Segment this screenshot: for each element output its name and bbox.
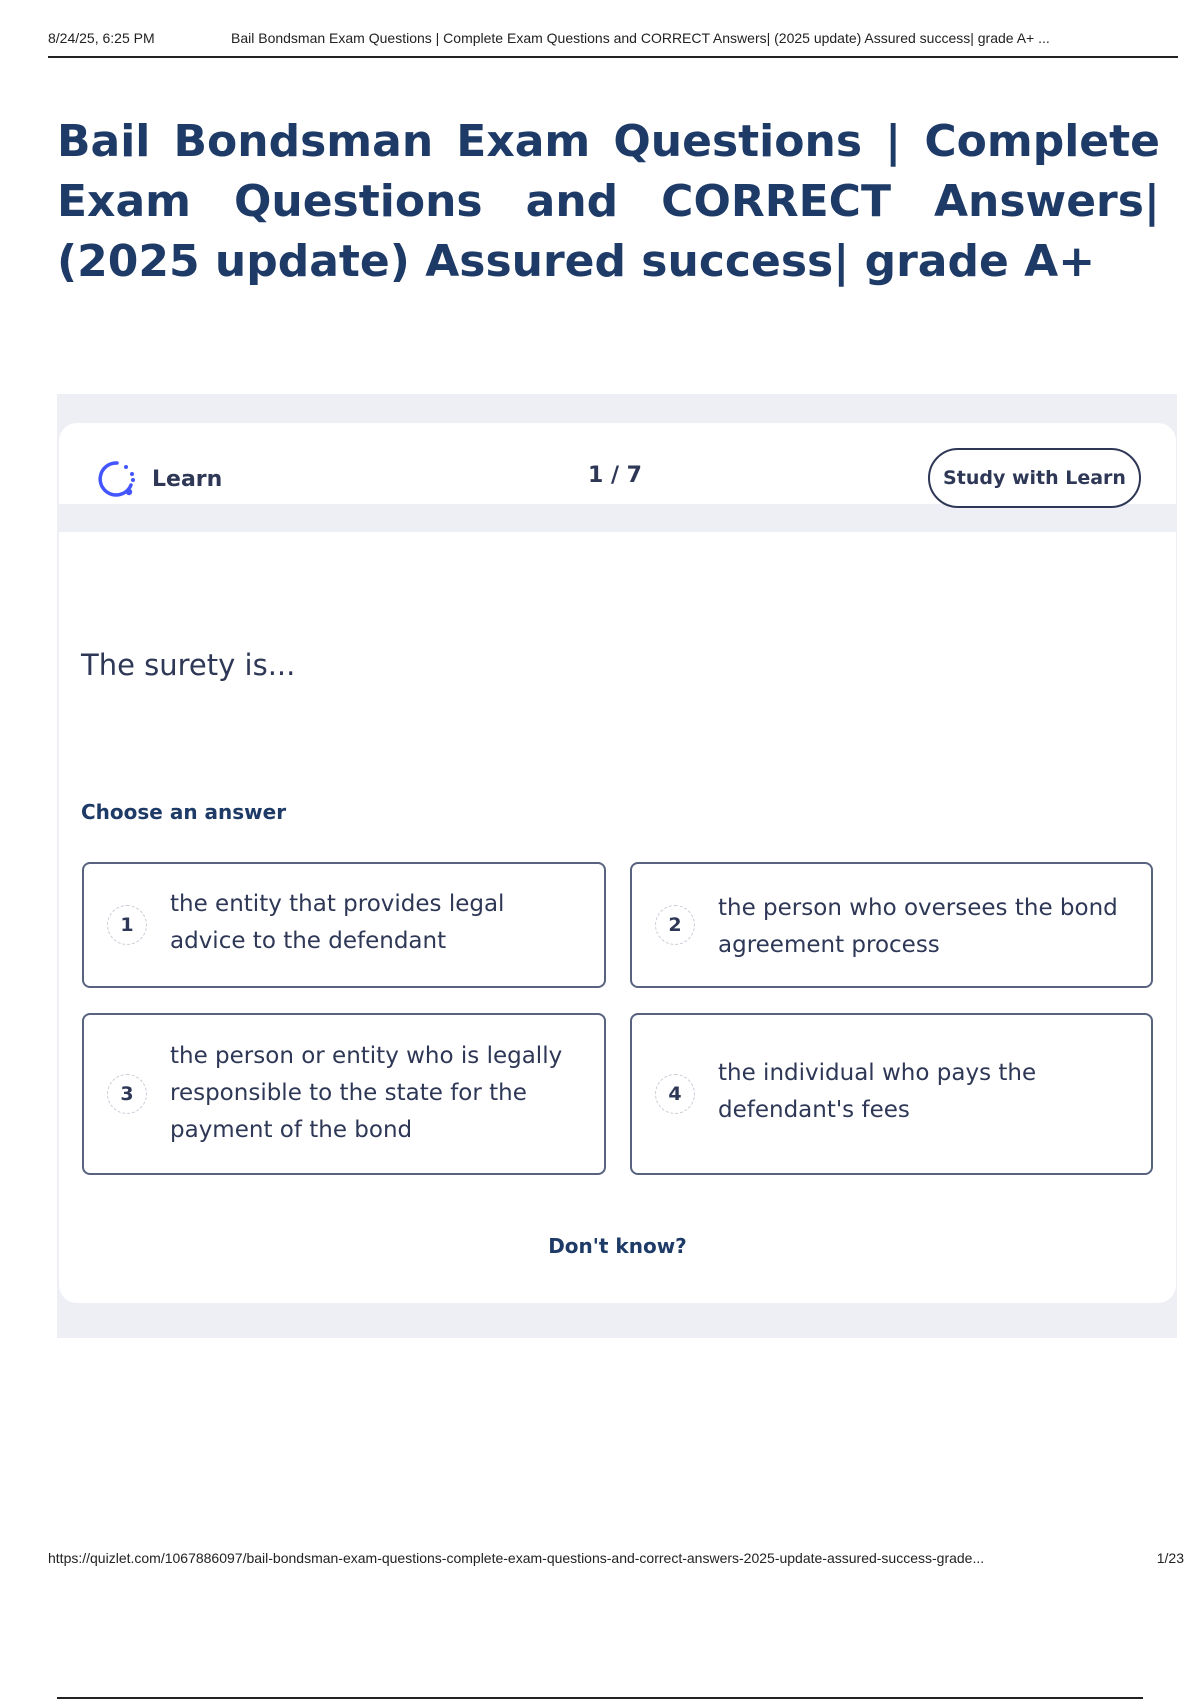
option-number-badge: 4 — [655, 1074, 695, 1114]
question-progress: 1 / 7 — [588, 463, 642, 488]
document-title: Bail Bondsman Exam Questions | Complete Exam Questions and CORRECT Answers| (2025 update) Assured success| grade A+ — [57, 116, 1160, 287]
study-with-learn-button[interactable]: Study with Learn — [928, 448, 1141, 508]
dont-know-button[interactable]: Don't know? — [548, 1234, 687, 1258]
learn-mode-indicator — [96, 458, 222, 500]
learn-mode-label: Learn — [152, 466, 223, 492]
option-text: the individual who pays the defendant's fees — [718, 1060, 1037, 1123]
answer-option-2[interactable] — [630, 862, 1153, 988]
learn-progress-ring-icon — [96, 458, 138, 500]
option-number-badge: 3 — [107, 1074, 147, 1114]
option-text: the person who oversees the bond agreement process — [718, 895, 1118, 958]
option-number-badge: 2 — [655, 905, 695, 945]
print-datetime: 8/24/25, 6:25 PM — [48, 30, 155, 46]
option-number-badge: 1 — [107, 905, 147, 945]
print-page-title: Bail Bondsman Exam Questions | Complete Exam Questions and CORRECT Answers| (2025 update) Assured success| grade A+ ... — [231, 30, 1050, 46]
print-header — [48, 28, 1178, 58]
print-url: https://quizlet.com/1067886097/bail-bondsman-exam-questions-complete-exam-questions-and-correct-answers-2025-update-assured-success-grade... — [48, 1550, 985, 1566]
choose-answer-label: Choose an answer — [81, 800, 287, 824]
answer-option-4[interactable] — [630, 1013, 1153, 1175]
question-text: The surety is... — [81, 648, 296, 682]
print-page-number: 1/23 — [1156, 1550, 1184, 1566]
bottom-rule — [57, 1697, 1143, 1699]
option-text: the person or entity who is legally responsible to the state for the payment of the bond — [170, 1043, 563, 1143]
answer-option-1[interactable] — [82, 862, 606, 988]
card-header-divider — [57, 504, 1177, 532]
answer-option-3[interactable] — [82, 1013, 606, 1175]
option-text: the entity that provides legal advice to the defendant — [170, 891, 505, 954]
